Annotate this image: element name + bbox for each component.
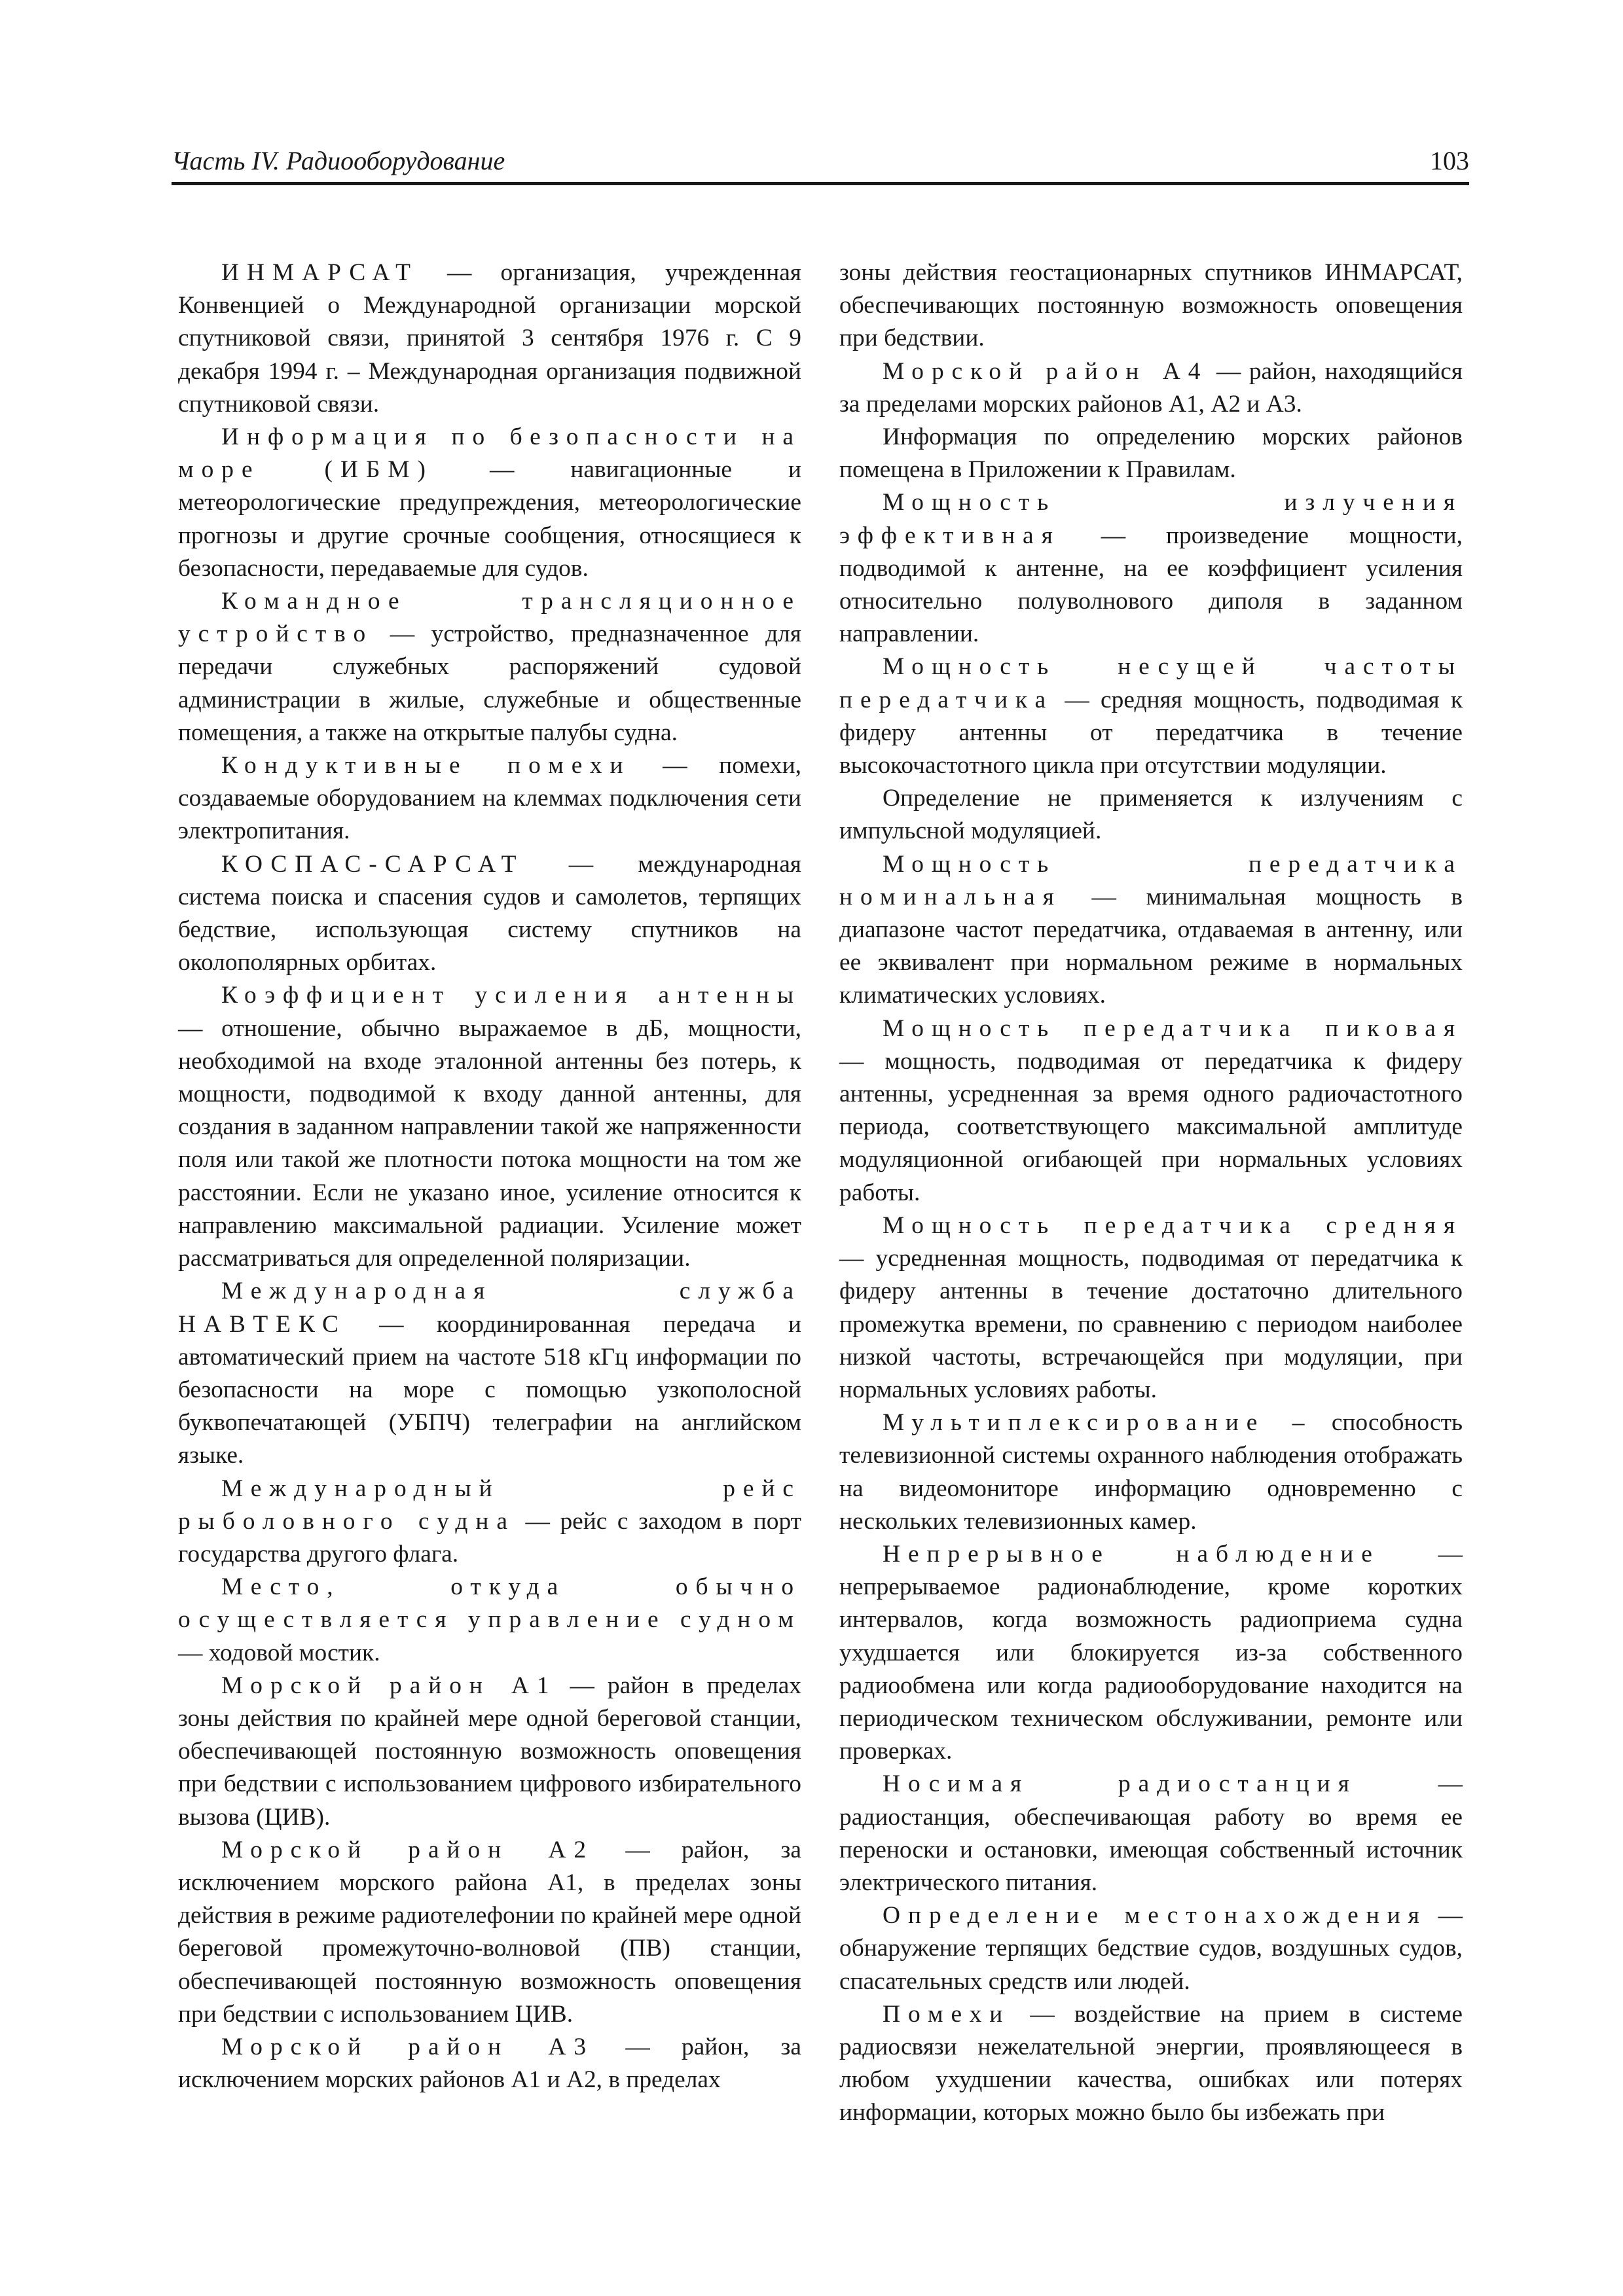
term: Морской район А2 [221,1836,594,1863]
definition-inmarsat [178,257,801,421]
definition-fishing-voyage [178,1473,801,1571]
definition-peak-power [839,1013,1463,1210]
definition-mean-power [839,1210,1463,1407]
term: Морской район А1 [221,1672,557,1699]
definition-text: — обнаружение терпящих бедствие судов, воздушных судов, спасательных средств или людей. [839,1902,1463,1995]
definition-text: — организация, учрежденная Конвенцией о Международной организации морской спутниковой связи, принятой 3 сентября 1976 г. С 9 декабря 1994 г. – Международная организация подвижной спутниковой связи. [178,259,801,418]
definition-carrier-power [839,651,1463,782]
running-header-title: Часть IV. Радиооборудование [172,146,505,175]
definition-text: — ходовой мостик. [178,1639,380,1666]
definition-text: — воздействие на прием в системе радиосвязи нежелательной энергии, проявляющееся в любом ухудшении качества, ошибках или потерях информации, которых можно было бы избежать при [839,2000,1463,2126]
page-header [172,143,1469,185]
definition-sea-area-a4 [839,355,1463,421]
term: Международный рейс рыболовного судна [178,1475,801,1535]
note-sea-areas [839,421,1463,486]
term: Мощность передатчика номинальная [839,850,1463,910]
definition-text: — усредненная мощность, подводимая от передатчика к фидеру антенны в течение достаточно длительного промежутка времени, по сравнению с периодом наиболее низкой частоты, встречающейся при модуляции, при нормальных условиях работы. [839,1245,1463,1403]
definition-text: Информация по определению морских районов помещена в Приложении к Правилам. [839,423,1463,484]
term: Определение местонахождения [883,1902,1427,1929]
definition-ibm [178,421,801,585]
definition-text: — устройство, предназначенное для передачи служебных распоряжений судовой администрации в жилые, служебные и общественные помещения, а также на открытые палубы судна. [178,620,801,746]
term: Командное трансляционное устройство [178,588,801,648]
definition-text: — помехи, создаваемые оборудованием на клеммах подключения сети электропитания. [178,752,801,845]
definition-text: — минимальная мощность в диапазоне частот передатчика, отдаваемая в антенну, или ее эквивалент при нормальном режиме в нормальных климатических условиях. [839,883,1463,1009]
term: Мультиплексирование [883,1409,1266,1437]
definition-portable-radio [839,1768,1463,1899]
definition-sea-area-a3 [178,2031,801,2096]
definition-text: зоны действия геостационарных спутников ИНМАРСАТ, обеспечивающих постоянную возможность оповещения при бедствии. [839,259,1463,352]
term: Непрерывное наблюдение [883,1540,1380,1568]
term: Мощность излучения эффективная [839,489,1463,549]
term: Помехи [883,2000,1011,2028]
definition-text: — район, находящийся за пределами морских районов А1, А2 и А3. [839,357,1463,418]
definition-text: Определение не применяется к излучениям с импульсной модуляцией. [839,785,1463,845]
definition-sea-area-a3-continued [839,257,1463,355]
term: Место, откуда обычно осуществляется управление судном [178,1573,801,1634]
definition-text: — навигационные и метеорологические предупреждения, метеорологические прогнозы и другие срочные сообщения, относящиеся к безопасности, передаваемые для судов. [178,456,801,582]
page-number: 103 [1430,146,1469,175]
definition-text: — средняя мощность, подводимая к фидеру антенны от передатчика в течение высокочастотного цикла при отсутствии модуляции. [839,686,1463,780]
definition-text: — район, за исключением морских районов А1 и А2, в пределах [178,2033,801,2094]
definition-continuous-watch [839,1538,1463,1768]
definition-antenna-gain [178,979,801,1275]
definition-sea-area-a1 [178,1670,801,1834]
definition-text: — произведение мощности, подводимой к антенне, на ее коэффициент усиления относительно полуволнового диполя в заданном направлении. [839,522,1463,648]
definition-text: — международная система поиска и спасения судов и самолетов, терпящих бедствие, использующая систему спутников на околополярных орбитах. [178,850,801,977]
term: Мощность несущей частоты передатчика [839,653,1463,713]
term: Мощность передатчика пиковая [883,1014,1463,1042]
definition-text: — рейс с заходом в порт государства другого флага. [178,1507,802,1568]
definition-multiplexing [839,1407,1463,1538]
definition-text: – способность телевизионной системы охранного наблюдения отображать на видеомониторе информацию одновременно с нескольких телевизионных камер. [839,1409,1463,1535]
definition-text: — отношение, обычно выражаемое в дБ, мощности, необходимой на входе эталонной антенны без потерь, к мощности, подводимой к входу данной антенны, для создания в заданном направлении такой же напряженности поля или такой же плотности потока мощности на том же расстоянии. Если не указано иное, усиление относится к направлению максимальной радиации. Усиление может рассматриваться для определенной поляризации. [178,1014,801,1272]
definition-navtex [178,1275,801,1472]
definition-text: — мощность, подводимая от передатчика к фидеру антенны, усредненная за время одного радиочастотного периода, соответствующего максимальной амплитуде модуляционной огибающей при нормальных условиях работы. [839,1047,1463,1206]
definition-rated-power [839,848,1463,1013]
term: Мощность передатчика средняя [883,1211,1463,1239]
note-pulse-modulation [839,782,1463,848]
definition-text: — район в пределах зоны действия по крайней мере одной береговой станции, обеспечивающей постоянную возможность оповещения при бедствии с использованием цифрового избирательного вызова (ЦИВ). [178,1672,801,1831]
left-column [178,257,801,2096]
definition-text: — непрерываемое радионаблюдение, кроме коротких интервалов, когда возможность радиоприема судна ухудшается или блокируется из-за собственного радиообмена или когда радиооборудование находится на периодическом техническом обслуживании, ремонте или проверках. [839,1540,1463,1765]
term: ИНМАРСАТ [221,259,418,286]
definition-text: — район, за исключением морского района А1, в пределах зоны действия в режиме радиотелефонии по крайней мере одной береговой промежуточно-волновой (ПВ) станции, обеспечивающей постоянную возможность оповещения при бедствии с использованием ЦИВ. [178,1836,801,2028]
term: Международная служба НАВТЕКС [178,1278,801,1338]
definition-text: — радиостанция, обеспечивающая работу во время ее переноски и остановки, имеющая собственный источник электрического питания. [839,1770,1463,1896]
definition-command-pa [178,585,801,749]
term: КОСПАС-САРСАТ [221,850,524,878]
term: Информация по безопасности на море (ИБМ) [178,423,801,484]
definition-cospas-sarsat [178,848,801,980]
term: Носимая радиостанция [883,1770,1357,1798]
definition-locating [839,1899,1463,1998]
definition-conducted-interference [178,749,801,848]
definition-text: — координированная передача и автоматический прием на частоте 518 кГц информации по безопасности на море с помощью узкополосной буквопечатающей (УБПЧ) телеграфии на английском языке. [178,1310,801,1469]
term: Кондуктивные помехи [221,752,631,780]
term: Коэффициент усиления антенны [221,982,801,1009]
definition-conning-position [178,1571,801,1670]
term: Морской район А3 [221,2033,594,2060]
definition-erp [839,486,1463,651]
definition-sea-area-a2 [178,1834,801,2031]
definition-interference [839,1998,1463,2130]
right-column [839,257,1463,2130]
term: Морской район А4 [883,357,1209,385]
